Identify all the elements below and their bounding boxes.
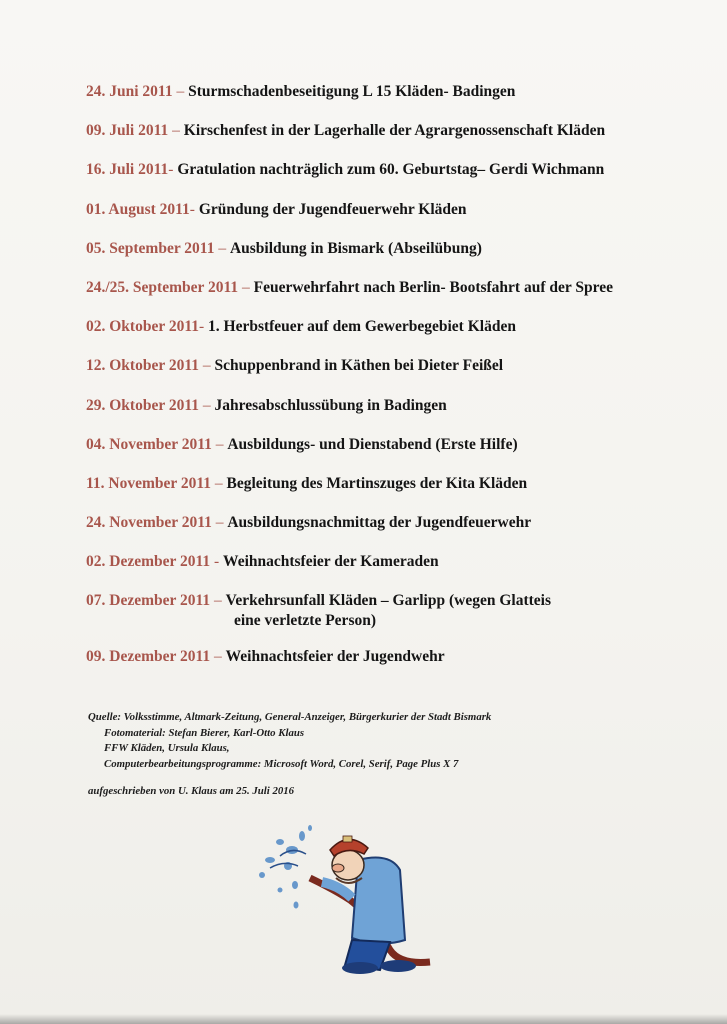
- list-item: [86, 278, 686, 298]
- entry-text: Weihnachtsfeier der Kameraden: [223, 553, 439, 571]
- source-line: Quelle: Volksstimme, Altmark-Zeitung, General-Anzeiger, Bürgerkurier der Stadt Bismark: [88, 711, 492, 723]
- chronicle-list: [86, 82, 686, 687]
- entry-date: 24. Juni 2011: [86, 83, 173, 100]
- entry-separator: –: [198, 357, 215, 375]
- entry-date: 16. Juli 2011: [86, 161, 169, 179]
- list-item: [86, 200, 686, 220]
- entry-separator: –: [198, 396, 215, 414]
- entry-text: Ausbildungsnachmittag der Jugendfeuerwehr: [227, 514, 532, 532]
- firefighter-cartoon-icon: [240, 820, 450, 980]
- entry-text: 1. Herbstfeuer auf dem Gewerbegebiet Kläden: [208, 318, 516, 336]
- entry-separator: -: [189, 200, 199, 218]
- entry-separator: –: [211, 435, 228, 453]
- entry-separator: –: [238, 278, 254, 296]
- list-item: [86, 513, 686, 533]
- list-item: [86, 317, 686, 337]
- list-item: [86, 647, 686, 667]
- entry-date: 24. November 2011: [86, 514, 212, 532]
- entry-date: 12. Oktober 2011: [86, 357, 199, 375]
- entry-separator: –: [210, 648, 226, 666]
- entry-separator: –: [214, 239, 230, 257]
- entry-date: 11. November 2011: [86, 474, 211, 492]
- list-item: [86, 121, 686, 141]
- entry-separator: –: [211, 474, 227, 492]
- entry-date: 04. November 2011: [86, 435, 212, 453]
- entry-date: 24./25. September 2011: [86, 278, 239, 296]
- entry-date: 29. Oktober 2011: [86, 396, 199, 414]
- written-by-note: aufgeschrieben von U. Klaus am 25. Juli 2016: [88, 785, 295, 797]
- entry-separator: –: [172, 83, 189, 100]
- entry-text: Feuerwehrfahrt nach Berlin- Bootsfahrt auf der Spree: [253, 278, 613, 296]
- entry-text: Kirschenfest in der Lagerhalle der Agrargenossenschaft Kläden: [183, 122, 606, 140]
- entry-separator: -: [168, 161, 178, 179]
- entry-separator: –: [168, 122, 184, 140]
- entry-date: 02. Dezember 2011: [86, 553, 211, 571]
- entry-text: Gratulation nachträglich zum 60. Geburtstag– Gerdi Wichmann: [177, 161, 605, 179]
- entry-separator: –: [211, 514, 228, 532]
- entry-separator: -: [210, 553, 224, 571]
- software-line: Computerbearbeitungsprogramme: Microsoft Word, Corel, Serif, Page Plus X 7: [104, 757, 459, 770]
- entry-date: 09. Dezember 2011: [86, 648, 211, 666]
- list-item: [86, 591, 686, 631]
- entry-text: Begleitung des Martinszuges der Kita Kläden: [226, 474, 528, 492]
- entry-text-continuation: eine verletzte Person): [234, 612, 377, 630]
- list-item: [86, 474, 686, 494]
- entry-date: 09. Juli 2011: [86, 122, 169, 140]
- entry-text: Ausbildung in Bismark (Abseilübung): [229, 239, 482, 257]
- entry-date: 02. Oktober 2011: [86, 318, 199, 336]
- entry-date: 07. Dezember 2011: [86, 592, 211, 610]
- list-item: [86, 552, 686, 572]
- source-notes: [88, 710, 648, 772]
- photo-credit-line: Fotomaterial: Stefan Bierer, Karl-Otto Klaus: [104, 726, 305, 739]
- list-item: [86, 239, 686, 259]
- credit-line: FFW Kläden, Ursula Klaus,: [104, 742, 230, 754]
- entry-text: Gründung der Jugendfeuerwehr Kläden: [198, 200, 467, 218]
- entry-separator: –: [210, 592, 226, 610]
- entry-text: Schuppenbrand in Käthen bei Dieter Feißel: [214, 357, 504, 375]
- list-item: [86, 356, 686, 376]
- list-item: [86, 160, 686, 180]
- entry-date: 05. September 2011: [86, 239, 215, 257]
- entry-text: Weihnachtsfeier der Jugendwehr: [225, 648, 445, 666]
- list-item: [86, 82, 686, 102]
- entry-text: Verkehrsunfall Kläden – Garlipp (wegen Glatteis: [225, 592, 551, 610]
- entry-separator: -: [198, 318, 209, 336]
- page-edge-shadow: [0, 1014, 727, 1024]
- entry-date: 01. August 2011: [86, 200, 190, 218]
- list-item: [86, 396, 686, 416]
- entry-text: Ausbildungs- und Dienstabend (Erste Hilfe): [227, 435, 518, 453]
- entry-text: Jahresabschlussübung in Badingen: [214, 396, 447, 414]
- list-item: [86, 435, 686, 455]
- entry-text: Sturmschadenbeseitigung L 15 Kläden- Badingen: [188, 83, 516, 100]
